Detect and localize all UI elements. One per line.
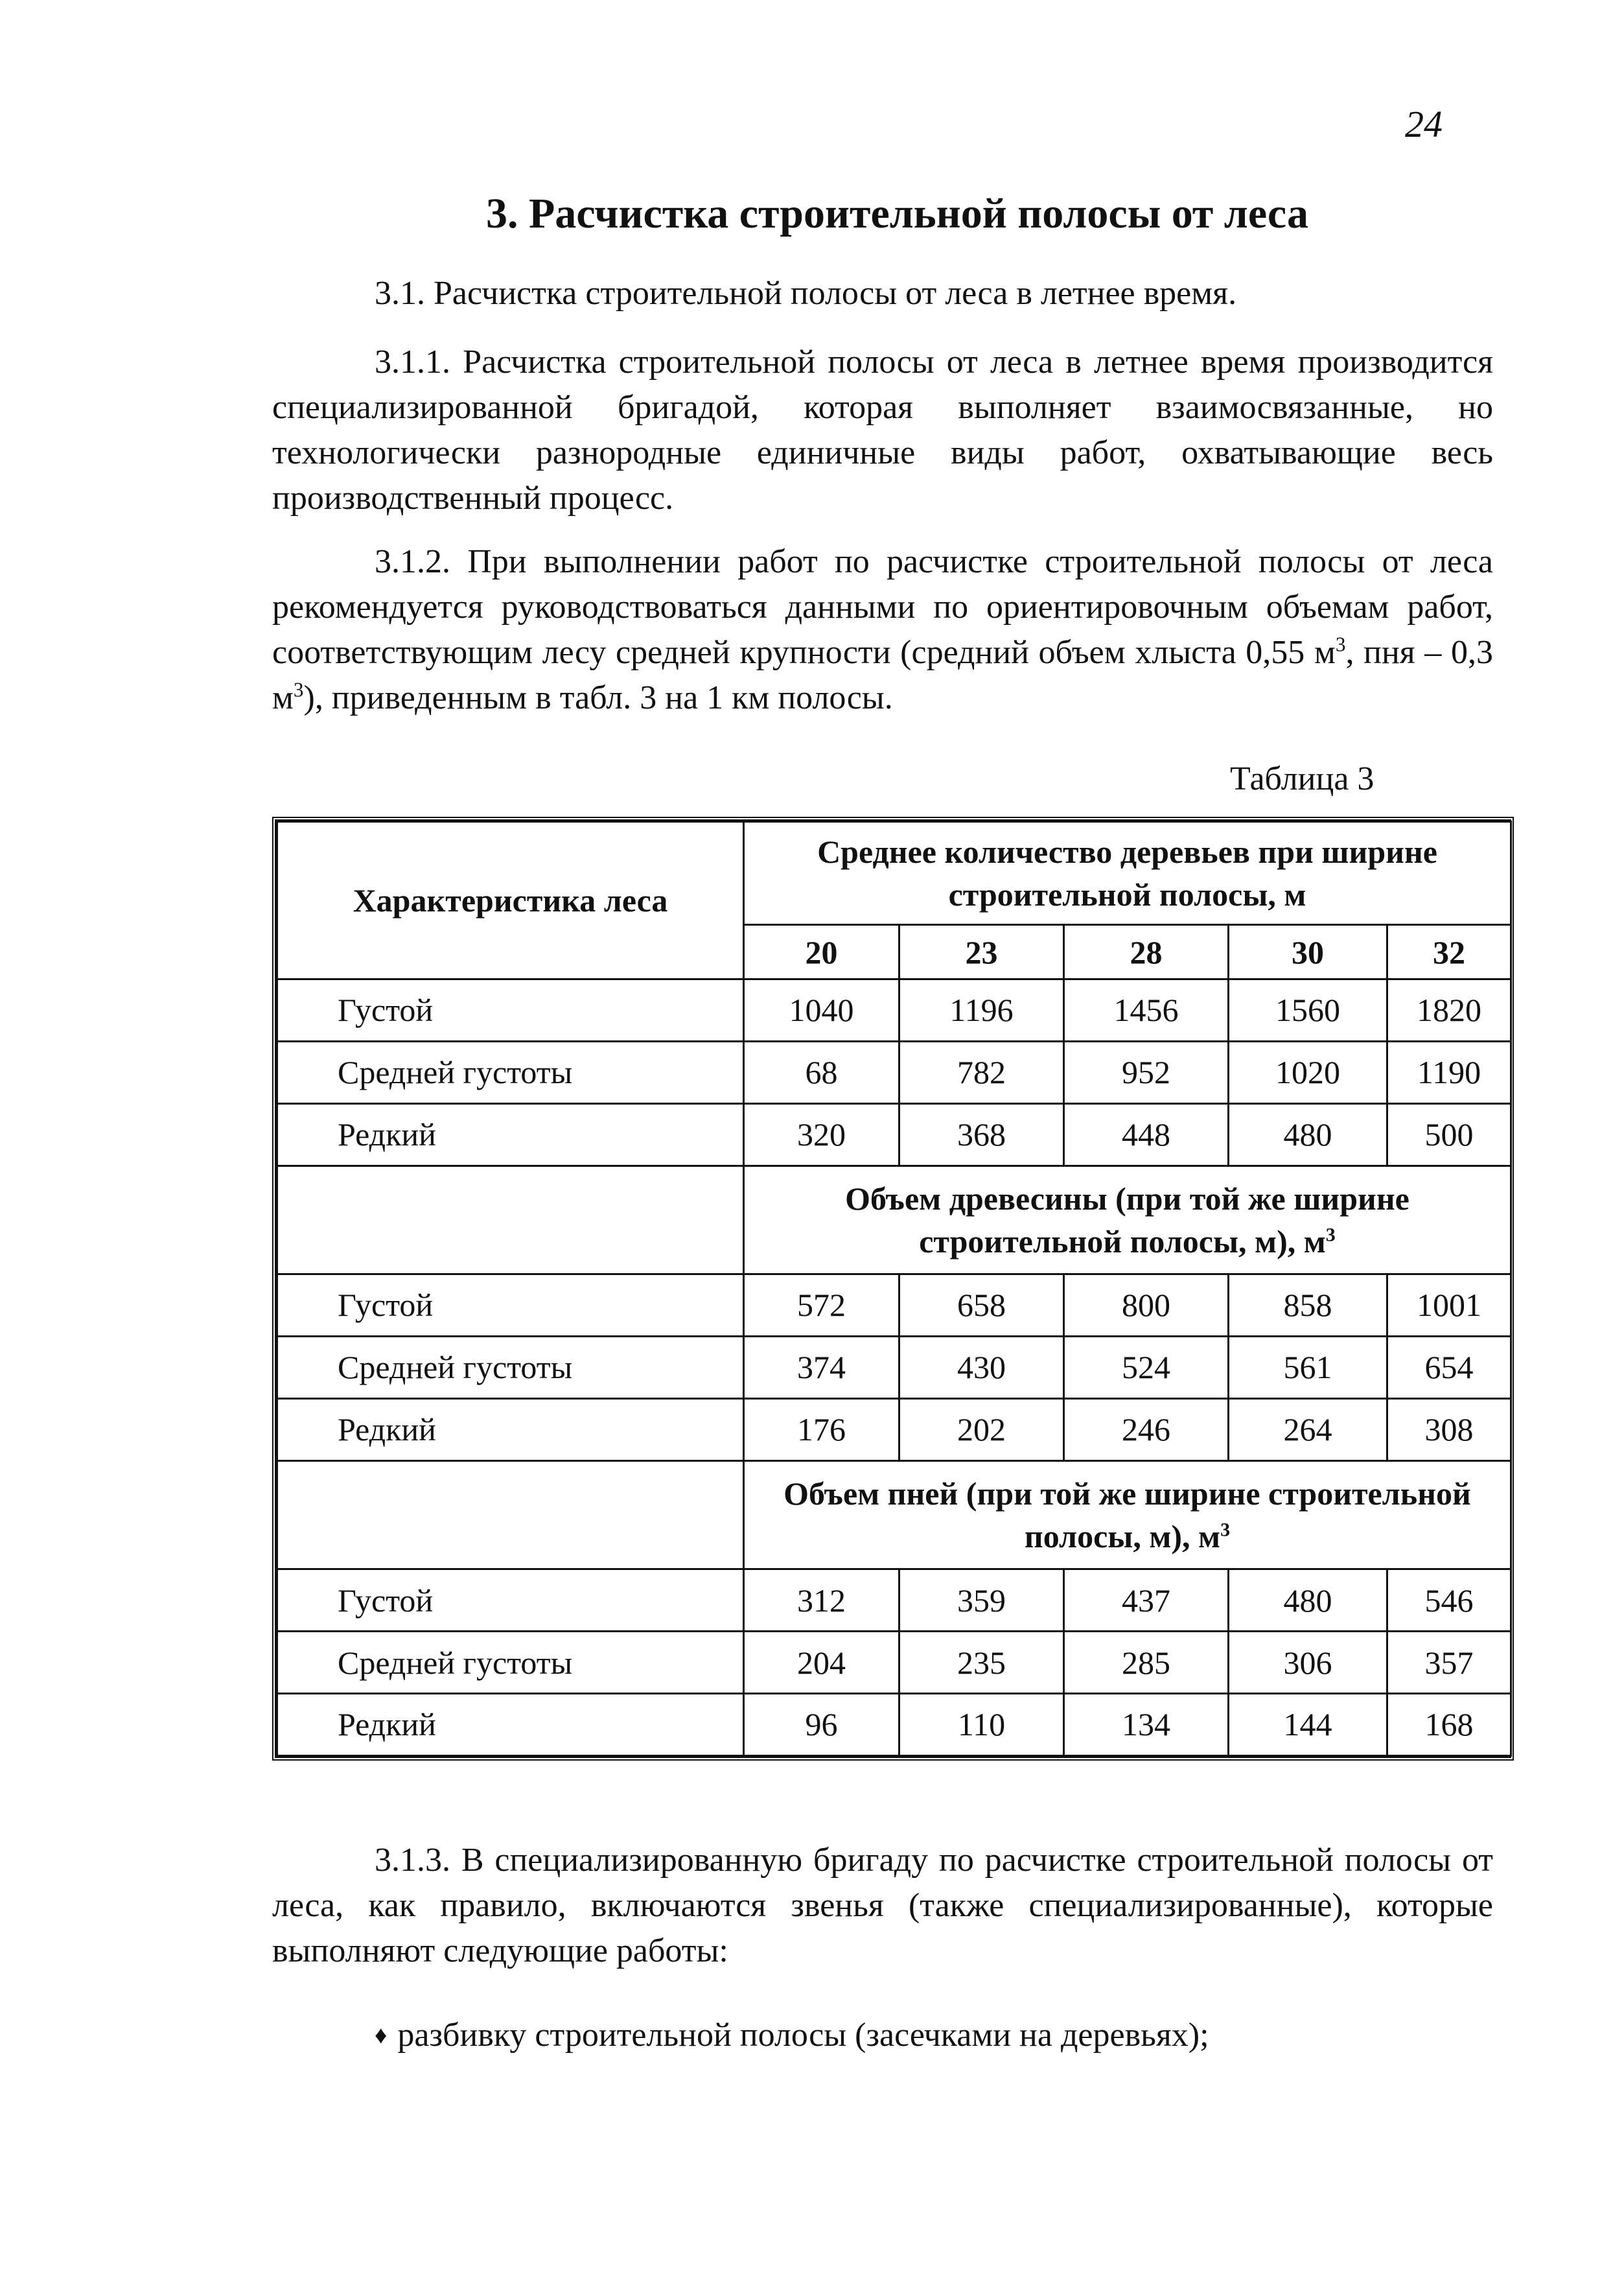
table-cell: 1560	[1229, 979, 1387, 1041]
stumps-volume-header	[744, 1460, 1511, 1569]
table-cell: 448	[1064, 1103, 1229, 1166]
table-row	[277, 1632, 1511, 1694]
table-cell: 500	[1387, 1103, 1511, 1166]
table-cell: 202	[899, 1398, 1064, 1460]
table-cell: 246	[1064, 1398, 1229, 1460]
table-cell: 782	[899, 1041, 1064, 1103]
page-number: 24	[1405, 103, 1443, 145]
table-cell: 285	[1064, 1632, 1229, 1694]
table-row	[277, 1336, 1511, 1398]
row-label: Густой	[277, 1569, 744, 1632]
table-row	[277, 1693, 1511, 1755]
table-cell: 176	[744, 1398, 899, 1460]
table-cell: 430	[899, 1336, 1064, 1398]
table-row	[277, 1569, 1511, 1632]
wood-volume-header	[744, 1166, 1511, 1274]
superscript-cubic: 3	[1220, 1519, 1231, 1541]
table-cell: 1040	[744, 979, 899, 1041]
empty-cell	[277, 1460, 744, 1569]
width-header: 30	[1229, 925, 1387, 979]
table-cell: 96	[744, 1693, 899, 1755]
table-row	[277, 1041, 1511, 1103]
table-cell: 306	[1229, 1632, 1387, 1694]
width-header: 23	[899, 925, 1064, 979]
table-cell: 1196	[899, 979, 1064, 1041]
empty-cell	[277, 1166, 744, 1274]
table-cell: 235	[899, 1632, 1064, 1694]
row-label: Редкий	[277, 1693, 744, 1755]
table-row	[277, 1398, 1511, 1460]
table-cell: 110	[899, 1693, 1064, 1755]
table-row	[277, 1274, 1511, 1337]
table-cell: 144	[1229, 1693, 1387, 1755]
paragraph-3-1-2-part3: ), приведенным в табл. 3 на 1 км полосы.	[303, 679, 893, 716]
table-header-row	[277, 822, 1511, 925]
table-cell: 134	[1064, 1693, 1229, 1755]
table-row	[277, 1103, 1511, 1166]
table-cell: 264	[1229, 1398, 1387, 1460]
forest-table	[272, 817, 1514, 1761]
row-label: Средней густоты	[277, 1336, 744, 1398]
table-caption: Таблица 3	[1230, 760, 1375, 797]
paragraph-3-1-2	[272, 539, 1493, 721]
table-cell: 308	[1387, 1398, 1511, 1460]
paragraph-3-1-1: 3.1.1. Расчистка строительной полосы от леса в летнее время производится специализированной бригадой, которая выполняет взаимосвязанные, но технологически разнородные единичные виды работ, охватывающие весь производственный процесс.	[272, 344, 1493, 517]
table-cell: 524	[1064, 1336, 1229, 1398]
superscript-cubic: 3	[293, 678, 304, 701]
superscript-cubic: 3	[1325, 1224, 1336, 1246]
stumps-volume-header-row	[277, 1460, 1511, 1569]
table-cell: 858	[1229, 1274, 1387, 1337]
table-cell: 561	[1229, 1336, 1387, 1398]
diamond-bullet-icon: ♦	[375, 2022, 388, 2049]
paragraph-3-1-2-part2: , пня – 0,3 м	[272, 634, 1494, 716]
table-cell: 1820	[1387, 979, 1511, 1041]
stumps-volume-header-text: Объем пней (при той же ширине строительной полосы, м), м	[783, 1475, 1471, 1554]
table-cell: 480	[1229, 1569, 1387, 1632]
header-avg-trees: Среднее количество деревьев при ширине строительной полосы, м	[744, 822, 1511, 925]
bullet-item-text: разбивку строительной полосы (засечками на деревьях);	[397, 2017, 1209, 2054]
table-cell: 480	[1229, 1103, 1387, 1166]
width-header: 28	[1064, 925, 1229, 979]
paragraph-3-1-3: 3.1.3. В специализированную бригаду по расчистке строительной полосы от леса, как правило, включаются звенья (также специализированные), которые выполняют следующие работы:	[272, 1842, 1493, 1969]
table-cell: 204	[744, 1632, 899, 1694]
table-cell: 437	[1064, 1569, 1229, 1632]
row-label: Редкий	[277, 1103, 744, 1166]
table-cell: 952	[1064, 1041, 1229, 1103]
row-label: Густой	[277, 979, 744, 1041]
wood-volume-header-text: Объем древесины (при той же ширине строительной полосы, м), м	[845, 1180, 1409, 1260]
paragraph-3-1: 3.1. Расчистка строительной полосы от леса в летнее время.	[375, 275, 1237, 312]
table-cell: 658	[899, 1274, 1064, 1337]
table-cell: 1020	[1229, 1041, 1387, 1103]
bullet-item	[375, 2016, 1209, 2054]
table-cell: 368	[899, 1103, 1064, 1166]
table-cell: 572	[744, 1274, 899, 1337]
wood-volume-header-row	[277, 1166, 1511, 1274]
table-cell: 800	[1064, 1274, 1229, 1337]
header-characteristic: Характеристика леса	[277, 822, 744, 979]
superscript-cubic: 3	[1335, 633, 1346, 656]
table-cell: 359	[899, 1569, 1064, 1632]
data-table	[276, 821, 1512, 1757]
table-cell: 168	[1387, 1693, 1511, 1755]
table-cell: 1001	[1387, 1274, 1511, 1337]
table-cell: 654	[1387, 1336, 1511, 1398]
table-cell: 1456	[1064, 979, 1229, 1041]
row-label: Густой	[277, 1274, 744, 1337]
row-label: Средней густоты	[277, 1041, 744, 1103]
table-cell: 546	[1387, 1569, 1511, 1632]
section-heading: 3. Расчистка строительной полосы от леса	[486, 190, 1309, 237]
table-cell: 320	[744, 1103, 899, 1166]
row-label: Средней густоты	[277, 1632, 744, 1694]
width-header: 32	[1387, 925, 1511, 979]
table-cell: 1190	[1387, 1041, 1511, 1103]
paragraph-3-1-2-part1: 3.1.2. При выполнении работ по расчистке строительной полосы от леса рекомендуется руководствоваться данными по ориентировочным объемам работ, соответствующим лесу средней крупности (средний объем хлыста 0,55 м	[272, 543, 1493, 671]
row-label: Редкий	[277, 1398, 744, 1460]
table-cell: 374	[744, 1336, 899, 1398]
width-header: 20	[744, 925, 899, 979]
table-cell: 68	[744, 1041, 899, 1103]
table-cell: 312	[744, 1569, 899, 1632]
table-row	[277, 979, 1511, 1041]
table-cell: 357	[1387, 1632, 1511, 1694]
